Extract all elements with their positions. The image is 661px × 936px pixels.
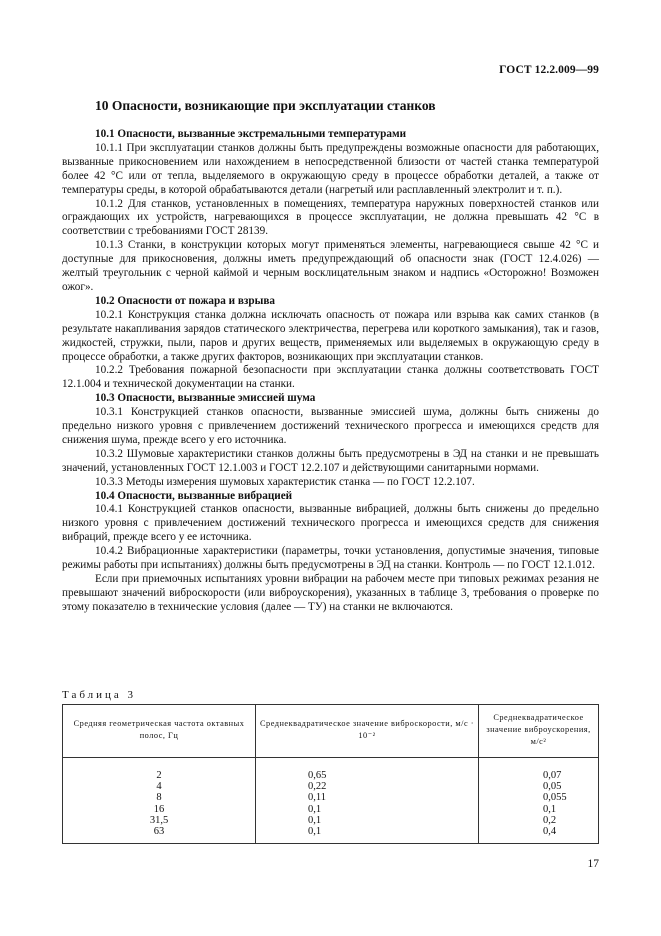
cell-frequency: 8 (156, 792, 162, 804)
table-row (63, 781, 599, 792)
cell-velocity: 0,65 (256, 770, 479, 781)
paragraph-10-1-2: 10.1.2 Для станков, установленных в помещениях, температура наружных поверхностей станков или ограждающих их устройств, нагревающихся в процессе эксплуатации, не должна превышать 42 °С в соответствии с требованиями ГОСТ 28139. (62, 197, 599, 238)
paragraph-10-1-1: 10.1.1 При эксплуатации станков должны быть предупреждены возможные опасности для работающих, вызванные прикосновением или нахождением в непосредственной близости от частей станка температурой более 42 °С или от тепла, выделяемого в окружающую среду в процессе обработки деталей, а также от температуры среды, в которой обрабатываются детали (нагретый или расплавленный электролит и т. п.). (62, 141, 599, 196)
cell-acceleration: 0,05 (479, 781, 599, 792)
cell-velocity: 0,1 (256, 804, 479, 815)
cell-frequency: 16 (153, 803, 165, 815)
paragraph-vibration-note: Если при приемочных испытаниях уровни вибрации на рабочем месте при типовых режимах резания не превышают значений виброскорости (или виброускорения), указанных в таблице 3, требования о проверке по этому показателю в технические условия (далее — ТУ) на станки не включаются. (62, 573, 599, 613)
cell-acceleration: 0,055 (479, 792, 599, 803)
cell-frequency: 4 (156, 781, 162, 793)
subheading-10-1: 10.1 Опасности, вызванные экстремальными температурами (95, 128, 407, 140)
table-header-row (63, 705, 599, 758)
cell-frequency: 31,5 (149, 814, 169, 826)
section-title: 10 Опасности, возникающие при эксплуатации станков (95, 98, 436, 113)
subheading-10-4: 10.4 Опасности, вызванные вибрацией (95, 489, 293, 502)
paragraph-10-1-3: 10.1.3 Станки, в конструкции которых могут применяться элементы, нагревающиеся свыше 42 °С и доступные для прикосновения, должны иметь предупреждающий об опасности знак (ГОСТ 12.4.026) — желтый треугольник с черной каймой и черным восклицательным знаком и надпись «Осторожно! Возможен ожог». (62, 239, 599, 293)
cell-velocity: 0,11 (256, 792, 479, 803)
cell-acceleration: 0,07 (479, 770, 599, 781)
header-velocity: Среднеквадратическое значение виброскорости, м/с · 10⁻² (256, 705, 479, 758)
header-frequency: Средняя геометрическая частота октавных полос, Гц (63, 705, 256, 758)
cell-acceleration: 0,4 (479, 826, 599, 844)
cell-frequency: 2 (156, 770, 162, 781)
cell-frequency: 63 (153, 826, 165, 838)
vibration-table (62, 704, 599, 844)
body-text (62, 128, 599, 615)
table-row (63, 770, 599, 781)
table-row (63, 815, 599, 826)
cell-velocity: 0,1 (256, 826, 479, 844)
paragraph-10-2-2: 10.2.2 Требования пожарной безопасности при эксплуатации станка должны соответствовать ГОСТ 12.1.004 и технической документации на станки. (62, 364, 599, 391)
page-number: 17 (587, 858, 599, 870)
paragraph-10-3-1: 10.3.1 Конструкцией станков опасности, вызванные эмиссией шума, должны быть снижены до предельно низкого уровня с привлечением достижений технического прогресса и имеющихся средств для снижения шума, прежде всего у его источника. (62, 406, 599, 446)
table-row (63, 804, 599, 815)
cell-velocity: 0,1 (256, 815, 479, 826)
document-header: ГОСТ 12.2.009—99 (499, 64, 599, 76)
table-row (63, 826, 599, 844)
cell-acceleration: 0,1 (479, 804, 599, 815)
paragraph-10-3-3: 10.3.3 Методы измерения шумовых характеристик станка — по ГОСТ 12.2.107. (95, 475, 475, 488)
paragraph-10-2-1: 10.2.1 Конструкция станка должна исключать опасность от пожара или взрыва как самих станков (в результате накапливания зарядов статического электричества, перегрева или короткого замыкания), так и газов, жидкостей, стружки, пыли, паров и других веществ, применяемых или выделяемых в окружающую среду в процессе обработки, а также других факторов, возникающих при эксплуатации станков. (62, 308, 599, 363)
paragraph-10-3-2: 10.3.2 Шумовые характеристики станков должны быть предусмотрены в ЭД на станки и не превышать значений, установленных ГОСТ 12.1.003 и ГОСТ 12.2.107 и действующими санитарными нормами. (62, 447, 599, 474)
cell-velocity: 0,22 (256, 781, 479, 792)
table-caption: Таблица 3 (62, 689, 137, 701)
table-row (63, 792, 599, 803)
paragraph-10-4-1: 10.4.1 Конструкцией станков опасности, вызванные вибрацией, должны быть снижены до предельно низкого уровня с привлечением достижений технического прогресса и имеющихся средств для снижения вибраций, прежде всего у ее источника. (62, 503, 599, 544)
subheading-10-2: 10.2 Опасности от пожара и взрыва (95, 294, 276, 307)
paragraph-10-4-2: 10.4.2 Вибрационные характеристики (параметры, точки установления, допустимые значения, типовые режимы работы при испытаниях) должны быть предусмотрены в ЭД на станки. Контроль — по ГОСТ 12.1.012. (62, 545, 599, 572)
cell-acceleration: 0,2 (479, 815, 599, 826)
header-acceleration: Среднеквадратическое значение виброускорения, м/с² (479, 705, 599, 758)
subheading-10-3: 10.3 Опасности, вызванные эмиссией шума (95, 392, 316, 405)
